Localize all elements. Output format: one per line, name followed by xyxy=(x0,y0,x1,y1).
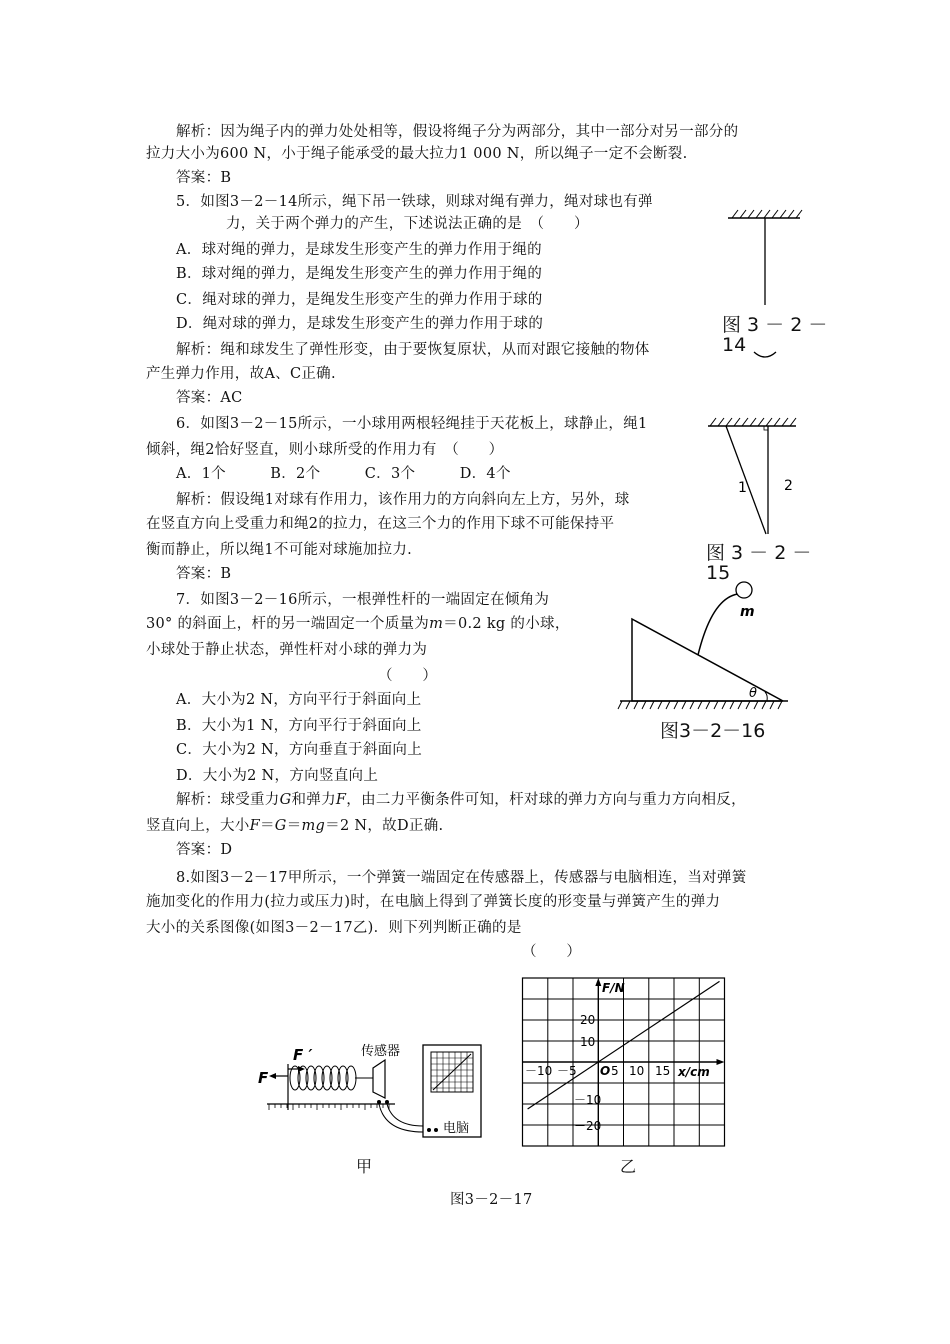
x-tick-label: 5 xyxy=(611,1064,619,1078)
analysis-line: 拉力大小为600 N，小于绳子能承受的最大拉力1 000 N，所以绳子一定不会断裂. xyxy=(146,146,688,162)
y-tick-label: －10 xyxy=(574,1093,602,1107)
mass-label: m xyxy=(740,604,755,620)
figure-3-2-17-b xyxy=(522,976,742,1148)
analysis-line: 解析：球受重力G和弹力F，由二力平衡条件可知，杆对球的弹力方向与重力方向相反， xyxy=(176,792,746,808)
analysis-line: 产生弹力作用，故A、C正确. xyxy=(146,366,336,382)
option-a: A．球对绳的弹力，是球发生形变产生的弹力作用于绳的 xyxy=(176,242,542,258)
question-6-stem: 6．如图3－2－15所示，一小球用两根轻绳挂于天花板上，球静止，绳1 xyxy=(176,416,648,432)
analysis-line: 在竖直方向上受重力和绳2的拉力，在这三个力的作用下球不可能保持平 xyxy=(146,516,615,532)
question-7-stem: 7．如图3－2－16所示，一根弹性杆的一端固定在倾角为 xyxy=(176,592,550,608)
rope-1-label: 1 xyxy=(738,480,747,496)
analysis-line: 竖直向上，大小F＝G＝mg＝2 N，故D正确. xyxy=(146,818,444,834)
question-8-paren: （ ） xyxy=(522,944,582,960)
x-tick-label: 10 xyxy=(629,1064,645,1078)
figure-caption: 图 3 － 2 － xyxy=(722,314,828,336)
force-F-label: F xyxy=(258,1069,269,1087)
options-line: A．1个 B．2个 C．3个 D．4个 xyxy=(176,466,511,482)
option-d: D．绳对球的弹力，是球发生形变产生的弹力作用于球的 xyxy=(176,316,544,332)
x-tick-label: －10 xyxy=(525,1064,553,1078)
angle-label: θ xyxy=(749,686,757,701)
question-5-stem: 5．如图3－2－14所示，绳下吊一铁球，则球对绳有弹力，绳对球也有弹 xyxy=(176,194,653,210)
answer-line: 答案：D xyxy=(176,842,233,858)
x-axis-label: x/cm xyxy=(678,1065,710,1079)
analysis-line: 衡而静止，所以绳1不可能对球施加拉力. xyxy=(146,542,413,558)
question-7-stem: 30° 的斜面上，杆的另一端固定一个质量为m＝0.2 kg 的小球， xyxy=(146,616,570,632)
figure-3-2-17-a xyxy=(255,1040,505,1150)
question-8-stem: 大小的关系图像(如图3－2－17乙)．则下列判断正确的是 xyxy=(146,920,522,936)
y-axis-label: F/N xyxy=(602,981,625,995)
x-tick-label: －5 xyxy=(557,1064,577,1078)
answer-line: 答案：B xyxy=(176,170,232,186)
figure-caption: 图 3 － 2 － xyxy=(706,542,812,564)
figure-caption: 图3－2－16 xyxy=(660,720,766,742)
question-6-stem: 倾斜，绳2恰好竖直，则小球所受的作用力有 （ ） xyxy=(146,442,504,458)
answer-line: 答案：B xyxy=(176,566,232,582)
question-8-stem: 施加变化的作用力(拉力或压力)时，在电脑上得到了弹簧长度的形变量与弹簧产生的弹力 xyxy=(146,894,721,910)
force-F-prime-label: F ′ xyxy=(293,1046,313,1064)
option-b: B．大小为1 N，方向平行于斜面向上 xyxy=(176,718,422,734)
analysis-line: 解析：绳和球发生了弹性形变，由于要恢复原状，从而对跟它接触的物体 xyxy=(176,342,650,358)
option-a: A．大小为2 N，方向平行于斜面向上 xyxy=(176,692,422,708)
option-c: C．大小为2 N，方向垂直于斜面向上 xyxy=(176,742,423,758)
analysis-line: 解析：假设绳1对球有作用力，该作用力的方向斜向左上方，另外，球 xyxy=(176,492,630,508)
figure-caption: 15 xyxy=(706,562,731,584)
origin-label: O xyxy=(600,1064,611,1078)
y-tick-label: 20 xyxy=(580,1013,596,1027)
figure-a-caption: 甲 xyxy=(356,1157,373,1176)
figure-caption: 14 xyxy=(722,334,747,356)
analysis-line: 解析：因为绳子内的弹力处处相等，假设将绳子分为两部分，其中一部分对另一部分的 xyxy=(176,124,739,140)
y-tick-label: －20 xyxy=(574,1119,602,1133)
question-8-stem: 8.如图3－2－17甲所示，一个弹簧一端固定在传感器上，传感器与电脑相连，当对弹簧 xyxy=(176,870,747,886)
option-c: C．绳对球的弹力，是绳发生形变产生的弹力作用于球的 xyxy=(176,292,543,308)
x-tick-label: 15 xyxy=(655,1064,671,1078)
question-5-stem: 力，关于两个弹力的产生，下述说法正确的是 （ ） xyxy=(226,216,589,232)
sensor-label: 传感器 xyxy=(361,1044,401,1059)
y-tick-label: 10 xyxy=(580,1035,596,1049)
answer-line: 答案：AC xyxy=(176,390,243,406)
option-d: D．大小为2 N，方向竖直向上 xyxy=(176,768,379,784)
figure-caption: 图3－2－17 xyxy=(450,1192,533,1208)
computer-label: 电脑 xyxy=(443,1121,470,1136)
rope-2-label: 2 xyxy=(784,478,793,494)
question-7-paren: （ ） xyxy=(378,668,438,684)
question-7-stem: 小球处于静止状态，弹性杆对小球的弹力为 xyxy=(146,642,428,658)
figure-b-caption: 乙 xyxy=(620,1157,637,1176)
figure-3-2-16 xyxy=(618,576,798,706)
figure-3-2-15 xyxy=(700,412,810,547)
option-b: B．球对绳的弹力，是绳发生形变产生的弹力作用于绳的 xyxy=(176,266,543,282)
